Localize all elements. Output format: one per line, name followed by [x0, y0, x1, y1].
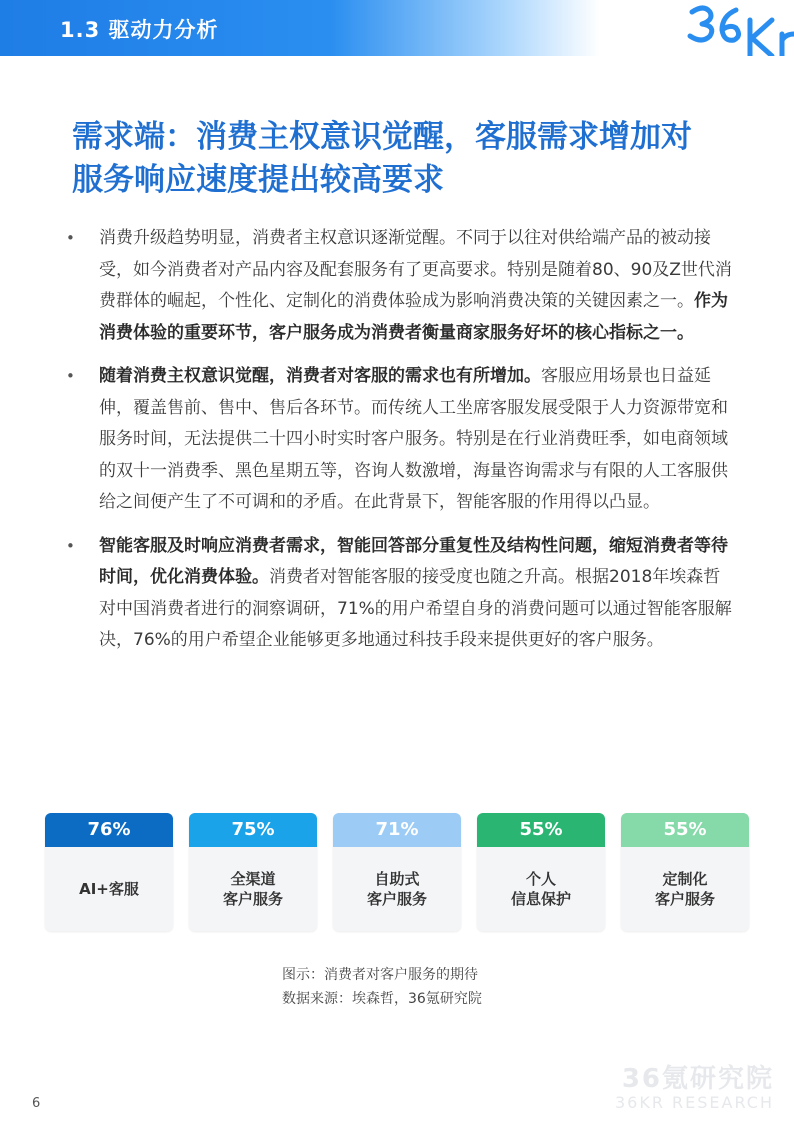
card-value: 76% [45, 813, 173, 847]
card-omnichannel [189, 813, 317, 931]
card-label-line-1: 自助式 [374, 870, 420, 888]
card-value: 75% [189, 813, 317, 847]
card-label-line-2: 客户服务 [222, 890, 283, 908]
card-label [621, 847, 749, 931]
card-label-line-2: 客户服务 [654, 890, 715, 908]
bullet-item-2 [66, 361, 736, 519]
card-self-service [333, 813, 461, 931]
bullet-bold-text: 作为消费体验的重要环节，客户服务成为消费者衡量商家服务好坏的核心指标之一。 [99, 291, 728, 343]
card-label-line-1: AI+客服 [79, 880, 139, 898]
card-privacy [477, 813, 605, 931]
bullet-text: 消费升级趋势明显，消费者主权意识逐渐觉醒。不同于以往对供给端产品的被动接受，如今消费者对产品内容及配套服务有了更高要求。特别是随着80、90及Z世代消费群体的崛起，个性化、定制化的消费体验成为影响消费决策的关键因素之一。 [99, 228, 732, 311]
bullet-dot-icon: • [66, 536, 75, 555]
card-value: 71% [333, 813, 461, 847]
main-heading-line-2: 服务响应速度提出较高要求 [72, 162, 444, 198]
bullet-item-1 [66, 223, 736, 349]
bullet-item-3 [66, 531, 736, 657]
card-label-line-1: 定制化 [662, 870, 708, 888]
watermark-cn: 36氪研究院 [621, 1064, 774, 1094]
bullet-bold-text: 智能客服及时响应消费者需求，智能回答部分重复性及结构性问题，缩短消费者等待时间，优化消费体验。 [99, 535, 728, 587]
36kr-logo-icon [684, 0, 794, 56]
main-heading [72, 116, 752, 202]
bullet-dot-icon: • [66, 367, 75, 385]
caption-source: 数据来源：埃森哲，36氪研究院 [282, 991, 482, 1007]
bullet-text: 客服应用场景也日益延伸，覆盖售前、售中、售后各环节。而传统人工坐席客服发展受限于人力资源带宽和服务时间，无法提供二十四小时实时客户服务。特别是在行业消费旺季，如电商领域的双十一消费季、黑色星期五等，咨询人数激增，海量咨询需求与有限的人工客服供给之间便产生了不可调和的矛盾。在此背景下，智能客服的作用得以凸显。 [99, 366, 728, 512]
expectation-cards [45, 813, 749, 931]
caption-title: 图示：消费者对客户服务的期待 [282, 967, 478, 983]
watermark [615, 1058, 774, 1112]
bullet-dot-icon: • [66, 229, 75, 247]
card-value: 55% [477, 813, 605, 847]
card-label-line-2: 信息保护 [510, 890, 571, 908]
section-header-bar [0, 0, 600, 56]
card-label-line-2: 客户服务 [366, 890, 427, 908]
card-label [477, 847, 605, 931]
main-heading-line-1: 需求端：消费主权意识觉醒，客服需求增加对 [72, 119, 692, 155]
card-label [333, 847, 461, 931]
figure-caption [282, 963, 482, 1011]
bullet-list [66, 223, 736, 669]
bullet-text: 消费者对智能客服的接受度也随之升高。根据2018年埃森哲对中国消费者进行的洞察调研，71%的用户希望自身的消费问题可以通过智能客服解决，76%的用户希望企业能够更多地通过科技手段来提供更好的客户服务。 [99, 567, 732, 650]
card-customized [621, 813, 749, 931]
watermark-en: 36KR RESEARCH [614, 1093, 774, 1112]
card-label [45, 847, 173, 931]
card-value: 55% [621, 813, 749, 847]
page-number: 6 [32, 1096, 41, 1111]
bullet-bold-text: 随着消费主权意识觉醒，消费者对客服的需求也有所增加。 [99, 366, 541, 386]
card-label [189, 847, 317, 931]
card-label-line-1: 全渠道 [230, 870, 276, 888]
section-title: 1.3 驱动力分析 [60, 18, 219, 42]
card-label-line-1: 个人 [525, 870, 556, 888]
card-ai-service [45, 813, 173, 931]
